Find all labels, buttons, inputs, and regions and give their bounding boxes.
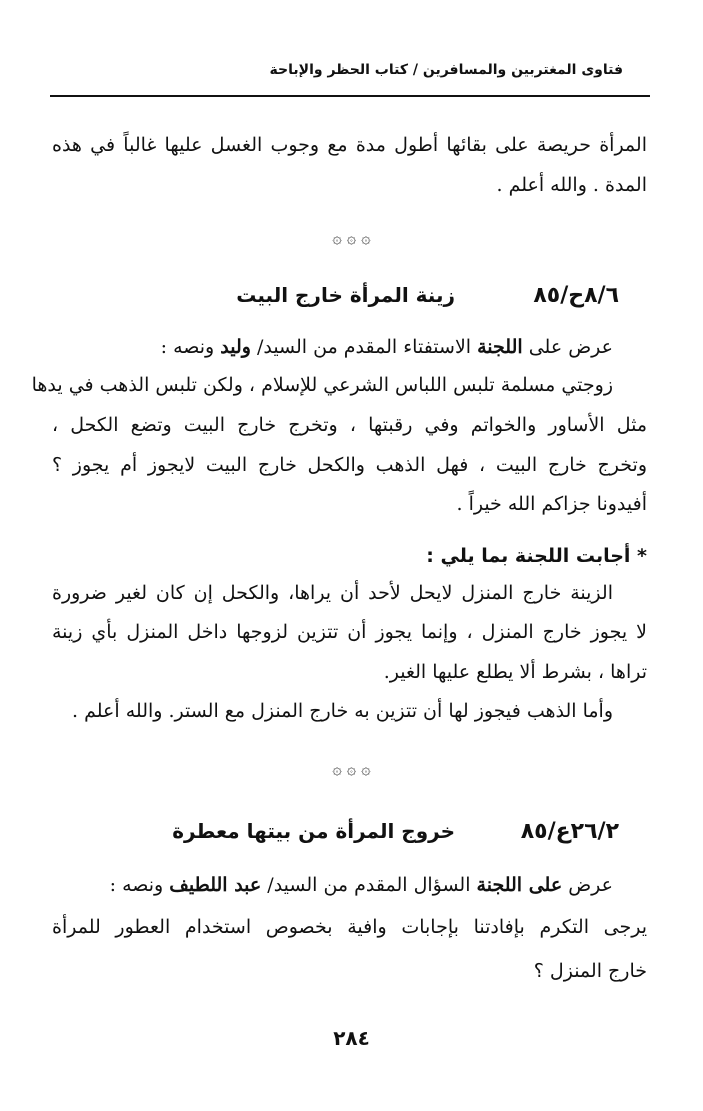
- question-line: خارج المنزل ؟: [533, 960, 647, 982]
- body-line: المرأة حريصة على بقائها أطول مدة مع وجوب الغسل عليها غالباً في هذه: [52, 134, 647, 156]
- question-intro: عرض على اللجنة السؤال المقدم من السيد/ عبد اللطيف ونصه :: [109, 874, 613, 896]
- fatwa-number: ٢٦/٢ع/٨٥: [520, 819, 619, 844]
- running-header: فتاوى المغتربين والمسافرين / كتاب الحظر والإباحة: [269, 62, 623, 78]
- answer-line: الزينة خارج المنزل لايحل لأحد أن يراها، والكحل إن كان لغير ضرورة: [52, 582, 613, 604]
- answer-line: تراها ، بشرط ألا يطلع عليها الغير.: [383, 661, 647, 683]
- fatwa-title: خروج المرأة من بيتها معطرة: [172, 819, 455, 843]
- answer-line: وأما الذهب فيجوز لها أن تتزين به خارج المنزل مع الستر. والله أعلم .: [72, 700, 613, 722]
- body-line: المدة . والله أعلم .: [496, 174, 647, 196]
- section-ornament: ۞ ۞ ۞: [332, 228, 371, 247]
- question-line: وتخرج خارج البيت ، فهل الذهب والكحل خارج البيت لايجوز أم يجوز ؟: [52, 454, 647, 476]
- header-rule: [50, 95, 650, 97]
- fatwa-number: ٨/٦ح/٨٥: [533, 283, 619, 308]
- question-line: أفيدونا جزاكم الله خيراً .: [456, 493, 647, 515]
- question-line: يرجى التكرم بإفادتنا بإجابات وافية بخصوص استخدام العطور للمرأة: [52, 916, 647, 938]
- fatwa-title: زينة المرأة خارج البيت: [236, 283, 455, 307]
- page-number: ٢٨٤: [333, 1026, 370, 1050]
- question-intro: عرض على اللجنة الاستفتاء المقدم من السيد/ وليد ونصه :: [160, 336, 613, 358]
- section-ornament: ۞ ۞ ۞: [332, 759, 371, 778]
- question-line: مثل الأساور والخواتم وفي رقبتها ، وتخرج خارج البيت وتضع الكحل ،: [52, 414, 647, 436]
- answer-line: لا يجوز خارج المنزل ، وإنما يجوز أن تتزين لزوجها داخل المنزل بأي زينة: [52, 621, 647, 643]
- question-line: زوجتي مسلمة تلبس اللباس الشرعي للإسلام ، ولكن تلبس الذهب في يدها: [31, 374, 613, 396]
- answer-heading: * أجابت اللجنة بما يلي :: [426, 545, 647, 567]
